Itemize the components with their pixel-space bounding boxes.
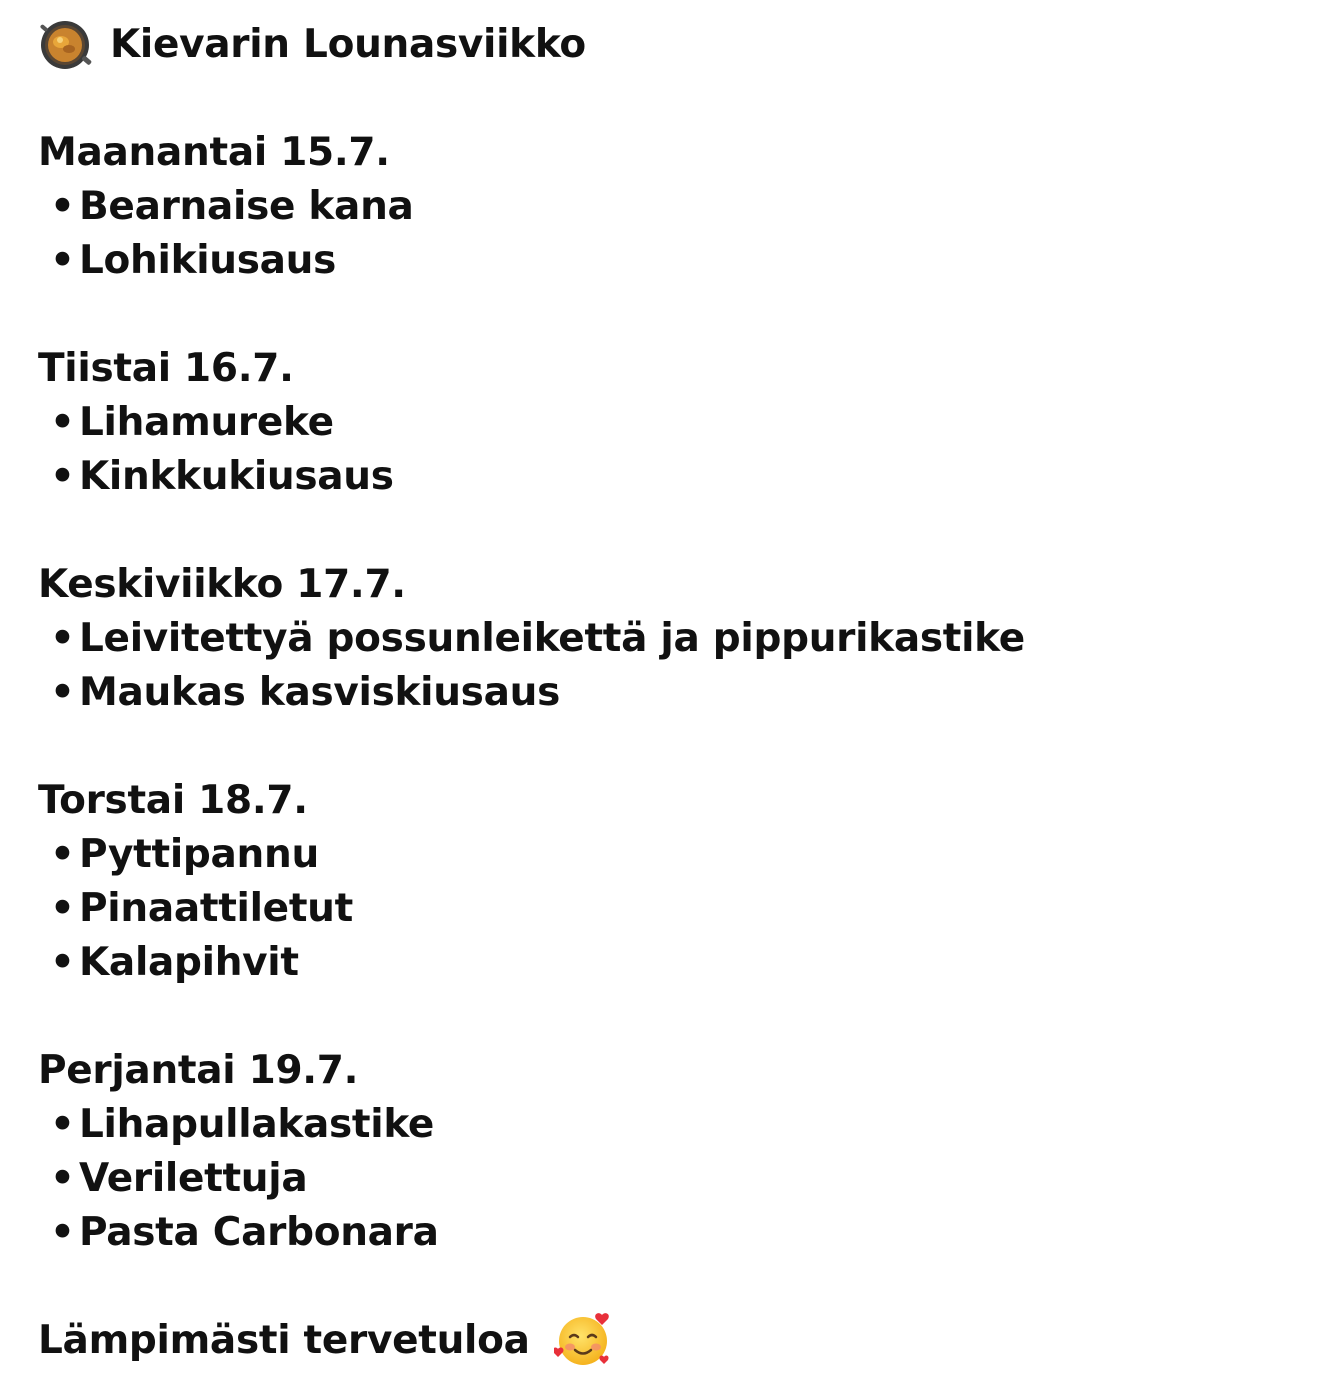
bullet-icon: • <box>50 616 75 661</box>
menu-item-label: Maukas kasviskiusaus <box>79 670 560 715</box>
menu-item-label: Pyttipannu <box>79 832 319 877</box>
menu-item <box>38 1098 1298 1152</box>
menu-item <box>38 882 1298 936</box>
day-heading: Keskiviikko 17.7. <box>38 562 406 607</box>
menu-item-label: Lihapullakastike <box>79 1102 435 1147</box>
menu-title: Kievarin Lounasviikko <box>110 22 586 67</box>
menu-item-label: Bearnaise kana <box>79 184 414 229</box>
day-heading: Maanantai 15.7. <box>38 130 390 175</box>
bullet-icon: • <box>50 184 75 229</box>
bullet-icon: • <box>50 670 75 715</box>
day-heading: Perjantai 19.7. <box>38 1048 359 1093</box>
frying-pan-with-food-icon <box>38 18 92 72</box>
menu-item <box>38 612 1298 666</box>
menu-item-label: Lihamureke <box>79 400 334 445</box>
bullet-icon: • <box>50 1156 75 1201</box>
spacer <box>38 288 1298 342</box>
welcome-text: Lämpimästi tervetuloa <box>38 1318 530 1363</box>
menu-item <box>38 666 1298 720</box>
menu-item-label: Kalapihvit <box>79 940 299 985</box>
menu-item <box>38 936 1298 990</box>
bullet-icon: • <box>50 1102 75 1147</box>
spacer <box>38 504 1298 558</box>
spacer <box>38 72 1298 126</box>
smiling-face-with-hearts-icon <box>554 1309 614 1369</box>
menu-item <box>38 180 1298 234</box>
spacer <box>38 720 1298 774</box>
spacer <box>38 990 1298 1044</box>
bullet-icon: • <box>50 400 75 445</box>
menu-item <box>38 450 1298 504</box>
menu-item <box>38 234 1298 288</box>
bullet-icon: • <box>50 1210 75 1255</box>
bullet-icon: • <box>50 940 75 985</box>
footer-row <box>38 1314 1298 1368</box>
menu-item-label: Pinaattiletut <box>79 886 353 931</box>
menu-item <box>38 1152 1298 1206</box>
bullet-icon: • <box>50 886 75 931</box>
lunch-menu-note <box>38 18 1298 1368</box>
menu-item <box>38 396 1298 450</box>
menu-item-label: Lohikiusaus <box>79 238 337 283</box>
menu-item-label: Leivitettyä possunleikettä ja pippurikastike <box>79 616 1025 661</box>
day-heading: Tiistai 16.7. <box>38 346 294 391</box>
menu-title-row <box>38 18 1298 72</box>
days-list <box>38 126 1298 1314</box>
spacer <box>38 1260 1298 1314</box>
day-heading: Torstai 18.7. <box>38 778 308 823</box>
menu-item-label: Pasta Carbonara <box>79 1210 439 1255</box>
bullet-icon: • <box>50 454 75 499</box>
bullet-icon: • <box>50 238 75 283</box>
menu-item-label: Verilettuja <box>79 1156 308 1201</box>
menu-item <box>38 828 1298 882</box>
menu-item-label: Kinkkukiusaus <box>79 454 394 499</box>
bullet-icon: • <box>50 832 75 877</box>
menu-item <box>38 1206 1298 1260</box>
